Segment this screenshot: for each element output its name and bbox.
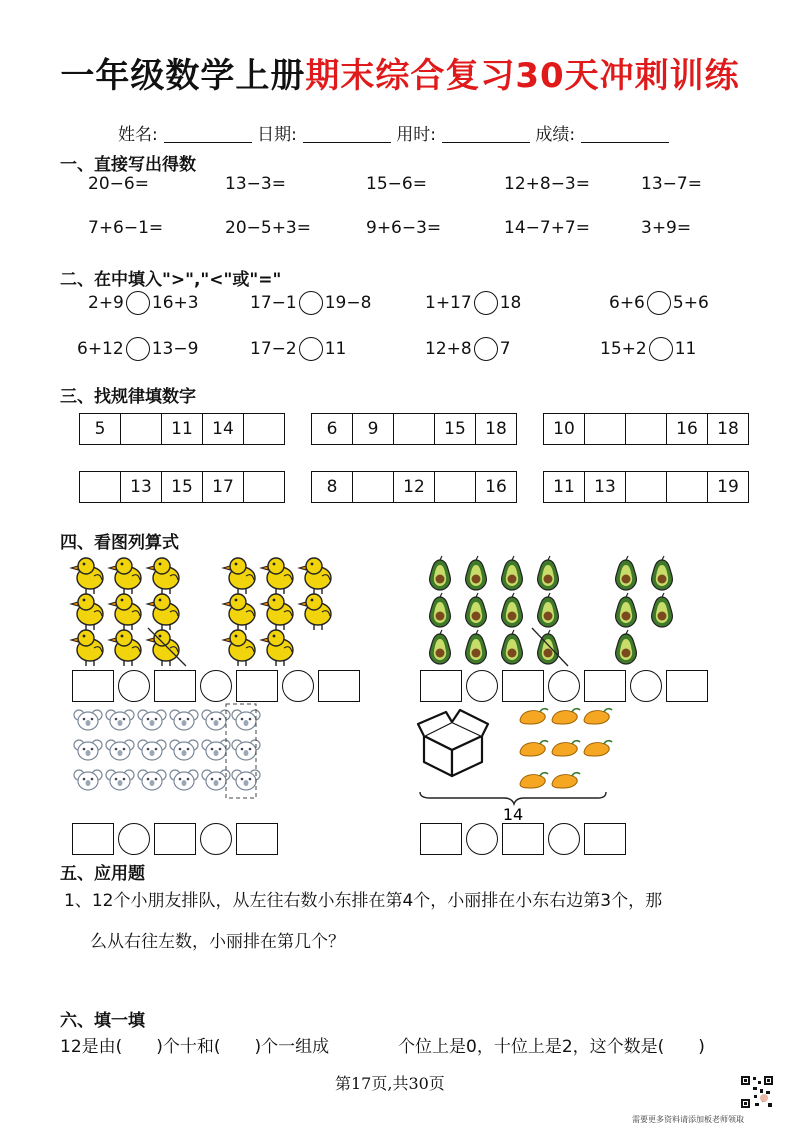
fill-question-2: 个位上是0，十位上是2，这个数是( ) xyxy=(398,1037,705,1057)
brace-label: 14 xyxy=(502,805,524,824)
seq-cell[interactable]: 17 xyxy=(202,471,244,503)
sequence-row xyxy=(80,413,285,445)
operator-circle[interactable] xyxy=(466,823,498,855)
compare-item xyxy=(609,291,709,315)
picture-area xyxy=(0,548,800,858)
expr: 13−7= xyxy=(641,174,702,194)
operator-circle[interactable] xyxy=(282,670,314,702)
qr-code-icon xyxy=(740,1075,774,1109)
seq-cell[interactable]: 8 xyxy=(311,471,353,503)
sequence-row xyxy=(312,471,517,503)
compare-right: 19−8 xyxy=(324,293,372,313)
expr: 7+6−1= xyxy=(88,218,164,238)
section-1-heading: 一、直接写出得数 xyxy=(60,155,196,175)
seq-cell[interactable]: 15 xyxy=(434,413,476,445)
time-label: 用时: xyxy=(396,125,437,145)
section-3-heading: 三、找规律填数字 xyxy=(60,387,196,407)
section-5-heading: 五、应用题 xyxy=(60,864,145,884)
compare-circle[interactable] xyxy=(474,337,498,361)
qr-note: 需要更多资料请添加板老师领取 xyxy=(632,1115,744,1124)
seq-cell[interactable]: 11 xyxy=(161,413,203,445)
seq-cell[interactable] xyxy=(243,413,285,445)
seq-cell[interactable]: 19 xyxy=(707,471,749,503)
sequence-row xyxy=(544,413,749,445)
date-blank[interactable] xyxy=(303,126,391,143)
expr: 3+9= xyxy=(641,218,692,238)
fill-question-1: 12是由( )个十和( )个一组成 xyxy=(60,1037,330,1057)
compare-left: 6+12 xyxy=(77,339,124,359)
seq-cell[interactable]: 13 xyxy=(120,471,162,503)
compare-right: 7 xyxy=(499,339,511,359)
info-line xyxy=(118,120,669,145)
answer-box[interactable] xyxy=(72,823,114,855)
compare-right: 18 xyxy=(499,293,522,313)
answer-box[interactable] xyxy=(502,670,544,702)
name-blank[interactable] xyxy=(164,126,252,143)
compare-circle[interactable] xyxy=(649,337,673,361)
seq-cell[interactable]: 10 xyxy=(543,413,585,445)
title-black: 一年级数学上册 xyxy=(60,56,306,96)
score-label: 成绩: xyxy=(535,125,576,145)
operator-circle[interactable] xyxy=(466,670,498,702)
compare-circle[interactable] xyxy=(126,337,150,361)
answer-box[interactable] xyxy=(584,823,626,855)
compare-item xyxy=(88,291,199,315)
mango-icon xyxy=(520,709,612,788)
compare-left: 1+17 xyxy=(425,293,472,313)
title-red: 期末综合复习30天冲刺训练 xyxy=(305,56,740,96)
expr: 20−6= xyxy=(88,174,149,194)
sequence-row xyxy=(80,471,285,503)
compare-circle[interactable] xyxy=(126,291,150,315)
seq-cell[interactable] xyxy=(625,413,667,445)
seq-cell[interactable] xyxy=(393,413,435,445)
compare-circle[interactable] xyxy=(647,291,671,315)
operator-circle[interactable] xyxy=(548,823,580,855)
page-title xyxy=(0,48,800,97)
compare-left: 2+9 xyxy=(88,293,124,313)
seq-cell[interactable]: 9 xyxy=(352,413,394,445)
compare-left: 17−1 xyxy=(250,293,297,313)
sequence-row xyxy=(544,471,749,503)
seq-cell[interactable]: 5 xyxy=(79,413,121,445)
compare-item xyxy=(250,337,346,361)
answer-box[interactable] xyxy=(420,823,462,855)
chick-icon xyxy=(223,558,331,666)
compare-item xyxy=(77,337,198,361)
answer-box[interactable] xyxy=(666,670,708,702)
word-problem-line-1: 1、12个小朋友排队，从左往右数小东排在第4个，小丽排在小东右边第3个，那 xyxy=(64,891,663,911)
box-icon xyxy=(418,710,488,776)
brace xyxy=(420,792,606,804)
compare-right: 13−9 xyxy=(151,339,199,359)
seq-cell[interactable]: 6 xyxy=(311,413,353,445)
compare-circle[interactable] xyxy=(474,291,498,315)
answer-box[interactable] xyxy=(154,823,196,855)
date-label: 日期: xyxy=(257,125,297,145)
seq-cell[interactable] xyxy=(584,413,626,445)
koala-icon xyxy=(74,710,260,790)
seq-cell[interactable]: 12 xyxy=(393,471,435,503)
seq-cell[interactable] xyxy=(666,471,708,503)
seq-cell[interactable]: 15 xyxy=(161,471,203,503)
answer-box[interactable] xyxy=(318,670,360,702)
section-2-heading: 二、在中填入">","<"或"=" xyxy=(60,270,282,290)
expr: 9+6−3= xyxy=(366,218,442,238)
answer-box[interactable] xyxy=(236,823,278,855)
answer-box[interactable] xyxy=(502,823,544,855)
compare-item xyxy=(600,337,696,361)
answer-box[interactable] xyxy=(236,670,278,702)
seq-cell[interactable]: 18 xyxy=(707,413,749,445)
expr: 12+8−3= xyxy=(504,174,590,194)
operator-circle[interactable] xyxy=(118,670,150,702)
section-6-heading: 六、填一填 xyxy=(60,1011,145,1031)
compare-right: 5+6 xyxy=(672,293,709,313)
answer-box[interactable] xyxy=(72,670,114,702)
seq-cell[interactable] xyxy=(352,471,394,503)
expr: 13−3= xyxy=(225,174,286,194)
answer-box[interactable] xyxy=(154,670,196,702)
seq-cell[interactable] xyxy=(434,471,476,503)
compare-left: 12+8 xyxy=(425,339,472,359)
seq-cell[interactable]: 16 xyxy=(475,471,517,503)
compare-left: 15+2 xyxy=(600,339,647,359)
answer-row xyxy=(72,823,278,855)
compare-item xyxy=(425,291,521,315)
operator-circle[interactable] xyxy=(548,670,580,702)
seq-cell[interactable] xyxy=(120,413,162,445)
seq-cell[interactable] xyxy=(243,471,285,503)
compare-left: 6+6 xyxy=(609,293,645,313)
operator-circle[interactable] xyxy=(630,670,662,702)
word-problem-line-2: 么从右往左数，小丽排在第几个？ xyxy=(90,932,345,952)
answer-row xyxy=(72,670,360,702)
time-blank[interactable] xyxy=(442,126,530,143)
seq-cell[interactable]: 14 xyxy=(202,413,244,445)
seq-cell[interactable] xyxy=(625,471,667,503)
answer-box[interactable] xyxy=(420,670,462,702)
answer-row xyxy=(420,670,708,702)
operator-circle[interactable] xyxy=(200,670,232,702)
seq-cell[interactable]: 13 xyxy=(584,471,626,503)
compare-right: 16+3 xyxy=(151,293,199,313)
seq-cell[interactable]: 11 xyxy=(543,471,585,503)
seq-cell[interactable]: 16 xyxy=(666,413,708,445)
answer-box[interactable] xyxy=(584,670,626,702)
answer-row xyxy=(420,823,626,855)
expr: 15−6= xyxy=(366,174,427,194)
compare-item xyxy=(250,291,371,315)
seq-cell[interactable]: 18 xyxy=(475,413,517,445)
compare-circle[interactable] xyxy=(299,337,323,361)
compare-right: 11 xyxy=(674,339,697,359)
chick-icon xyxy=(71,558,179,666)
page-number: 第17页,共30页 xyxy=(335,1074,445,1093)
compare-left: 17−2 xyxy=(250,339,297,359)
section-4-heading: 四、看图列算式 xyxy=(60,533,179,553)
seq-cell[interactable] xyxy=(79,471,121,503)
compare-circle[interactable] xyxy=(299,291,323,315)
compare-right: 11 xyxy=(324,339,347,359)
operator-circle[interactable] xyxy=(200,823,232,855)
operator-circle[interactable] xyxy=(118,823,150,855)
expr: 14−7+7= xyxy=(504,218,590,238)
score-blank[interactable] xyxy=(581,126,669,143)
name-label: 姓名: xyxy=(118,125,158,145)
sequence-row xyxy=(312,413,517,445)
expr: 20−5+3= xyxy=(225,218,311,238)
compare-item xyxy=(425,337,511,361)
